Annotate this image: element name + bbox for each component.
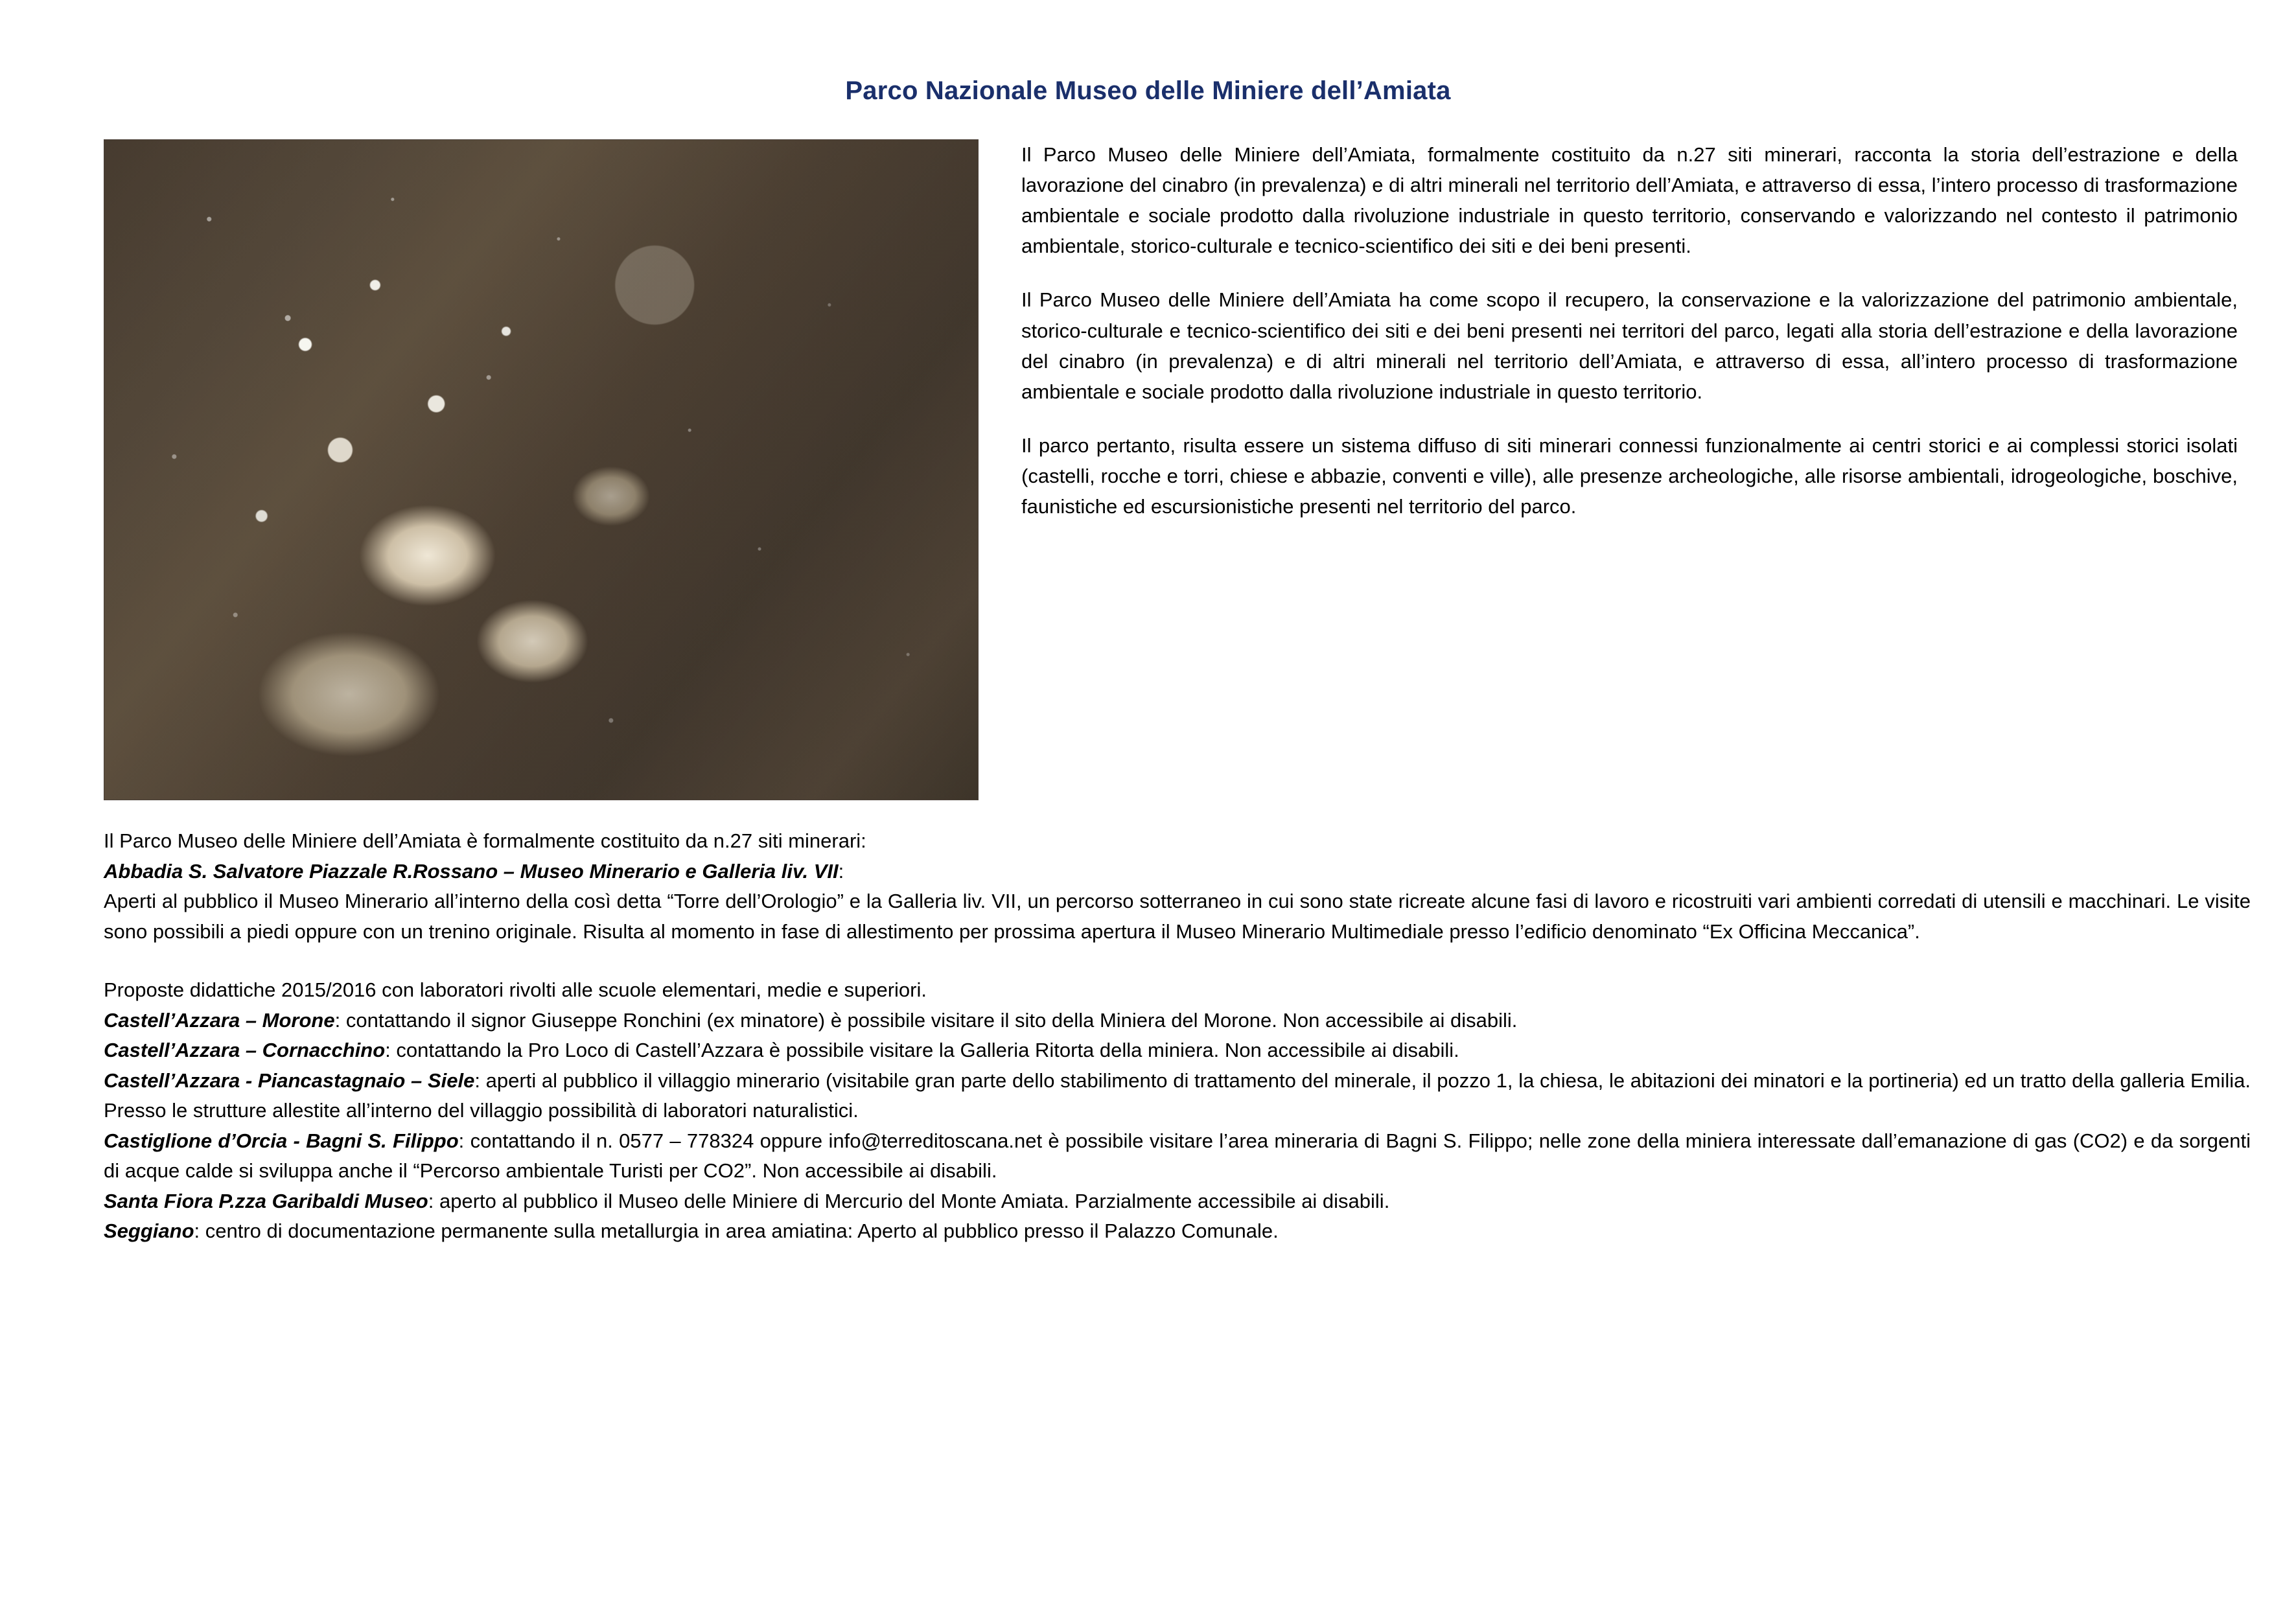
site-text: aperti al pubblico il villaggio minerario (visitabile gran parte dello stabilimento di trattamento del minerale, il pozzo 1, la chiesa, le abitazioni dei minatori e la portineria) ed un tratto della galleria Emilia. Presso le strutture allestite all’interno del villaggio possibilità di laboratori naturalistici.: [104, 1069, 2251, 1122]
intro-paragraph-1: Il Parco Museo delle Miniere dell’Amiata, formalmente costituito da n.27 siti minerari, racconta la storia dell’estrazione e della lavorazione del cinabro (in prevalenza) e di altri minerali nel territorio dell’Amiata, e attraverso di essa, l’intero processo di trasformazione ambientale e sociale prodotto dalla rivoluzione industriale in questo territorio, conservando e valorizzando nel contesto il patrimonio ambientale, storico-culturale e tecnico-scientifico dei siti e dei beni presenti.: [1021, 143, 2238, 258]
site-entry-cornacchino: [104, 1035, 2251, 1066]
first-site-heading-line: [104, 857, 2251, 887]
site-separator: :: [385, 1039, 391, 1061]
first-site-heading-suffix: :: [838, 859, 844, 883]
intro-paragraph-3: Il parco pertanto, risulta essere un sistema diffuso di siti minerari connessi funzionalmente ai centri storici e ai complessi storici isolati (castelli, rocche e torri, chiese e abbazie, conventi e ville), alle presenze archeologiche, alle risorse ambientali, idrogeologiche, boschive, faunistiche ed escursionistiche presenti nel territorio del parco.: [1021, 434, 2238, 518]
site-heading: Seggiano: [104, 1220, 194, 1242]
site-separator: :: [194, 1220, 200, 1242]
site-separator: :: [428, 1189, 434, 1212]
cinnabar-mineral-photo: [104, 139, 979, 800]
site-heading: Castell’Azzara – Morone: [104, 1008, 335, 1032]
intro-paragraph-2: Il Parco Museo delle Miniere dell’Amiata ha come scopo il recupero, la conservazione e la valorizzazione del patrimonio ambientale, storico-culturale e tecnico-scientifico dei siti e dei beni presenti nei territori del parco, legati alla storia dell’estrazione e della lavorazione del cinabro (in prevalenza) e di altri minerali nel territorio dell’Amiata, e attraverso di essa, all’intero processo di trasformazione ambientale e sociale prodotto dalla rivoluzione industriale in questo territorio.: [1021, 288, 2238, 403]
sites-section: [0, 826, 2296, 1247]
site-entry-seggiano: [104, 1216, 2251, 1247]
site-separator: :: [334, 1008, 341, 1032]
first-site-text: Aperti al pubblico il Museo Minerario all’interno della così detta “Torre dell’Orologio” e la Galleria liv. VII, un percorso sotterraneo in cui sono state ricreate alcune fasi di lavoro e ricostruiti vari ambienti corredati di utensili e macchinari. Le visite sono possibili a piedi oppure con un trenino originale. Risulta al momento in fase di allestimento per prossima apertura il Museo Minerario Multimediale presso l’edificio denominato “Ex Officina Meccanica”.: [104, 890, 2251, 943]
site-heading: Castell’Azzara - Piancastagnaio – Siele: [104, 1069, 475, 1092]
site-heading: Castell’Azzara – Cornacchino: [104, 1039, 386, 1061]
site-text: contattando la Pro Loco di Castell’Azzara è possibile visitare la Galleria Ritorta della miniera. Non accessibile ai disabili.: [390, 1039, 1459, 1061]
intro-section: [0, 139, 2296, 800]
site-entry-morone: [104, 1006, 2251, 1036]
site-text: contattando il signor Giuseppe Ronchini (ex minatore) è possibile visitare il sito della Miniera del Morone. Non accessibile ai disabili.: [340, 1008, 1518, 1032]
site-separator: :: [458, 1129, 465, 1152]
document-page: [0, 76, 2296, 1607]
didactic-line: Proposte didattiche 2015/2016 con laboratori rivolti alle scuole elementari, medie e superiori.: [104, 978, 927, 1001]
site-entry-santa-fiora: [104, 1186, 2251, 1217]
site-heading: Castiglione d’Orcia - Bagni S. Filippo: [104, 1129, 459, 1152]
spacer: [104, 947, 2251, 975]
site-text: contattando il n. 0577 – 778324 oppure info@terreditoscana.net è possibile visitare l’area mineraria di Bagni S. Filippo; nelle zone della miniera interessate dall’emanazione di gas (CO2) e da sorgenti di acque calde si sviluppa anche il “Percorso ambientale Turisti per CO2”. Non accessibile ai disabili.: [104, 1129, 2251, 1182]
site-entry-siele: [104, 1066, 2251, 1126]
site-heading: Santa Fiora P.zza Garibaldi Museo: [104, 1189, 428, 1212]
intro-text-column: [979, 139, 2251, 522]
site-separator: :: [474, 1069, 480, 1092]
page-title: Parco Nazionale Museo delle Miniere dell’Amiata: [845, 76, 1451, 105]
sites-intro-line: Il Parco Museo delle Miniere dell’Amiata è formalmente costituito da n.27 siti minerari:: [104, 829, 866, 852]
site-entry-bagni-s-filippo: [104, 1126, 2251, 1186]
site-text: centro di documentazione permanente sulla metallurgia in area amiatina: Aperto al pubblico presso il Palazzo Comunale.: [200, 1220, 1279, 1242]
first-site-heading: Abbadia S. Salvatore Piazzale R.Rossano – Museo Minerario e Galleria liv. VII: [104, 859, 839, 883]
site-text: aperto al pubblico il Museo delle Miniere di Mercurio del Monte Amiata. Parzialmente accessibile ai disabili.: [434, 1189, 1390, 1212]
